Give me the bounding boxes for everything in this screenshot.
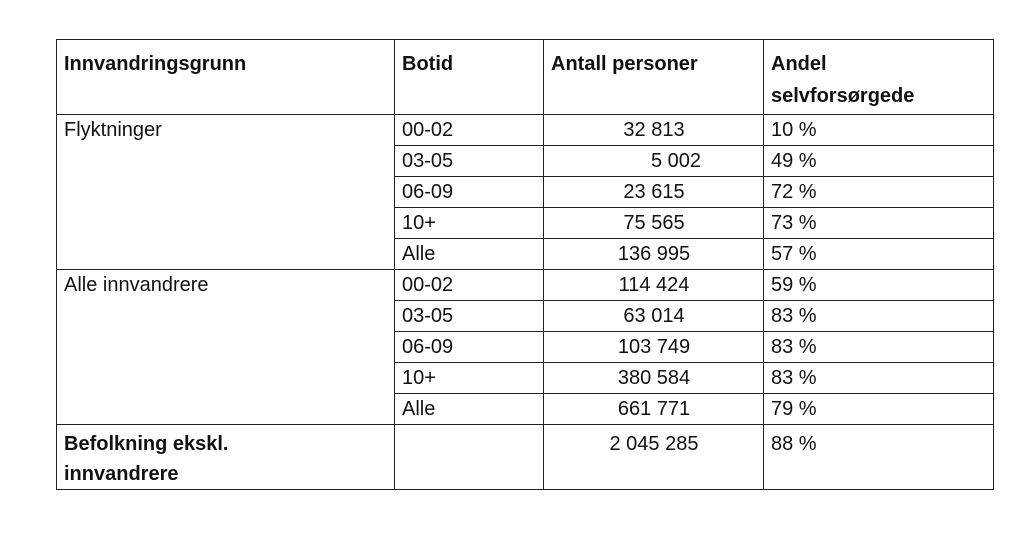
header-share-line1: Andel — [771, 53, 827, 75]
cell-share: 79 % — [764, 394, 994, 425]
cell-share: 59 % — [764, 270, 994, 301]
cell-botid: 06-09 — [395, 177, 544, 208]
data-table-container — [56, 39, 994, 490]
cell-botid: 03-05 — [395, 146, 544, 177]
cell-persons: 661 771 — [544, 394, 764, 425]
group-label-all-immigrants: Alle innvandrere — [57, 270, 395, 425]
cell-share: 88 % — [764, 425, 994, 490]
cell-persons: 114 424 — [544, 270, 764, 301]
cell-botid — [395, 425, 544, 490]
cell-persons: 23 615 — [544, 177, 764, 208]
group-label-refugees: Flyktninger — [57, 115, 395, 270]
cell-botid: 06-09 — [395, 332, 544, 363]
cell-persons: 380 584 — [544, 363, 764, 394]
header-share — [764, 40, 994, 115]
header-share-line2: selvforsørgede — [771, 85, 915, 107]
cell-botid: 00-02 — [395, 115, 544, 146]
cell-botid: 10+ — [395, 363, 544, 394]
header-residence: Botid — [395, 40, 544, 115]
cell-share: 57 % — [764, 239, 994, 270]
table-header-row — [57, 40, 994, 115]
header-reason: Innvandringsgrunn — [57, 40, 395, 115]
cell-persons: 5 002 — [544, 146, 764, 177]
cell-persons: 103 749 — [544, 332, 764, 363]
total-label-line2: innvandrere — [64, 463, 179, 485]
cell-persons: 63 014 — [544, 301, 764, 332]
cell-botid: 03-05 — [395, 301, 544, 332]
table-row — [57, 270, 994, 301]
cell-share: 83 % — [764, 363, 994, 394]
table-row — [57, 115, 994, 146]
cell-share: 10 % — [764, 115, 994, 146]
table-row-total — [57, 425, 994, 490]
cell-botid: 10+ — [395, 208, 544, 239]
cell-share: 72 % — [764, 177, 994, 208]
cell-botid: Alle — [395, 394, 544, 425]
cell-share: 83 % — [764, 332, 994, 363]
cell-share: 83 % — [764, 301, 994, 332]
cell-persons: 32 813 — [544, 115, 764, 146]
cell-share: 49 % — [764, 146, 994, 177]
cell-persons: 75 565 — [544, 208, 764, 239]
total-label — [57, 425, 395, 490]
cell-persons: 2 045 285 — [544, 425, 764, 490]
cell-botid: 00-02 — [395, 270, 544, 301]
cell-share: 73 % — [764, 208, 994, 239]
header-persons: Antall personer — [544, 40, 764, 115]
cell-persons: 136 995 — [544, 239, 764, 270]
total-label-line1: Befolkning ekskl. — [64, 433, 229, 455]
immigration-table — [56, 39, 994, 490]
cell-botid: Alle — [395, 239, 544, 270]
